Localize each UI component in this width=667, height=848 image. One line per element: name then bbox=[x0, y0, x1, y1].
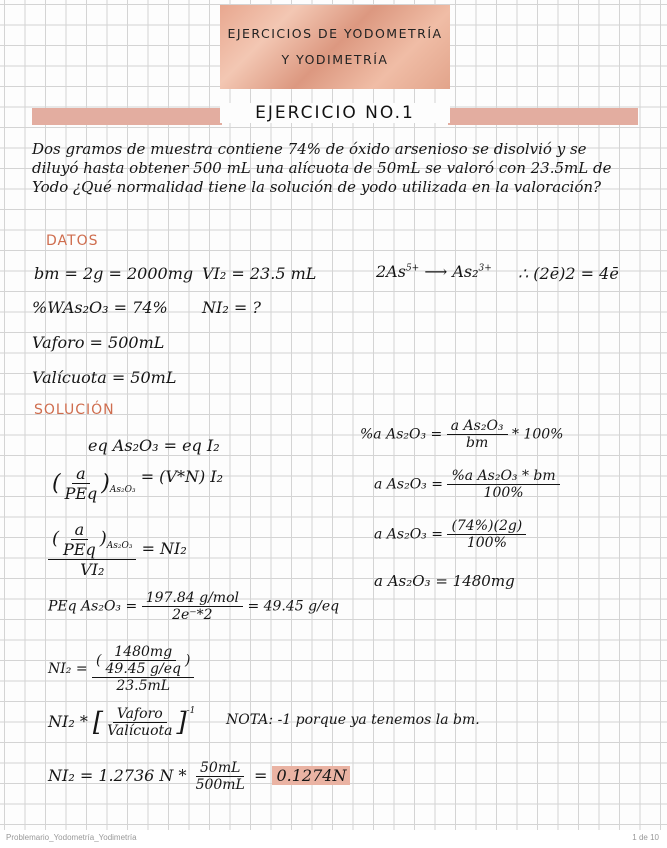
datos-vi2: VI₂ = 23.5 mL bbox=[202, 264, 317, 283]
exercise-title: EJERCICIO NO.1 bbox=[220, 103, 450, 123]
nota: NOTA: -1 porque ya tenemos la bm. bbox=[226, 712, 480, 728]
a1-num: %a As₂O₃ * bm bbox=[447, 468, 559, 485]
final-num: 50mL bbox=[196, 760, 244, 777]
reaction bbox=[376, 262, 492, 281]
title-band-right bbox=[448, 108, 638, 125]
reaction-right: As₂ bbox=[452, 262, 479, 281]
pct-a-num: a As₂O₃ bbox=[447, 418, 508, 435]
a2-equation bbox=[374, 518, 526, 551]
a3-equation: a As₂O₃ = 1480mg bbox=[374, 572, 515, 590]
ni2-factor: NI₂ * bbox=[48, 712, 88, 731]
datos-bm: bm = 2g = 2000mg bbox=[34, 264, 194, 283]
a1-equation bbox=[374, 468, 560, 501]
a2-den: 100% bbox=[466, 535, 507, 551]
reaction-arrow-icon: ⟶ bbox=[424, 262, 448, 281]
reaction-right-charge: 3+ bbox=[478, 263, 492, 274]
footer-bar bbox=[0, 830, 667, 848]
datos-valicuota: Valícuota = 50mL bbox=[32, 368, 177, 387]
ni2-exponent: -1 bbox=[186, 706, 196, 716]
eq-3: ( $\frac{a}{\text{PEq}}$ )$_{As_2O_3}$ VI₂ = NI₂ bbox=[48, 520, 187, 579]
ni2-num2: 49.45 g/eq bbox=[105, 661, 181, 677]
pct-a-den: bm bbox=[466, 435, 489, 451]
footer-page-indicator: 1 de 10 bbox=[632, 833, 659, 842]
solucion-heading: SOLUCIÓN bbox=[34, 402, 115, 418]
datos-heading: DATOS bbox=[46, 233, 99, 249]
reaction-left: 2As bbox=[376, 262, 406, 281]
footer-filename: Problemario_Yodometría_Yodimetría bbox=[6, 833, 137, 842]
ni2-num1: 1480mg bbox=[110, 644, 176, 661]
peq-lhs: PEq As₂O₃ = bbox=[48, 598, 138, 615]
eq3-den: PEq bbox=[63, 540, 96, 559]
a2-num: (74%)(2g) bbox=[447, 518, 526, 535]
eq2-rhs: = (V*N) I₂ bbox=[140, 467, 224, 486]
datos-percent: %WAs₂O₃ = 74% bbox=[32, 298, 168, 317]
ni2-den: 23.5mL bbox=[116, 678, 171, 694]
eq2-den: PEq bbox=[64, 484, 98, 503]
eq2-sub: As₂O₃ bbox=[109, 485, 136, 496]
a2-lhs: a As₂O₃ = bbox=[374, 526, 443, 543]
eq3-sub: As₂O₃ bbox=[106, 541, 133, 552]
reaction-left-charge: 5+ bbox=[405, 263, 420, 274]
final-result: 0.1274N bbox=[272, 766, 350, 785]
problem-statement: Dos gramos de muestra contiene 74% de óxido arsenioso se disolvió y se diluyó hasta obtener 500 mL una alícuota de 50mL se valoró con 23.5mL de Yodo ¿Qué normalidad tiene la solución de yodo utilizada en la valoración? bbox=[32, 140, 612, 196]
datos-vaforo: Vaforo = 500mL bbox=[32, 333, 165, 352]
ni2-equation: NI₂ = ( $\frac{1480mg}{49.45 g/eq}$ ) 23.5mL bbox=[48, 644, 194, 694]
pct-a-rhs: * 100% bbox=[511, 426, 564, 443]
ni2-bracket-equation: NI₂ * [ $\frac{\text{Vaforo}}{\text{Valícuota}}$ ]$^{-1}$ bbox=[48, 706, 196, 739]
eq3-rhs: = NI₂ bbox=[141, 539, 187, 558]
eq-relation: eq As₂O₃ = eq I₂ bbox=[88, 436, 220, 455]
ni2-bracket-den: Valícuota bbox=[107, 723, 173, 739]
peq-den: 2e⁻*2 bbox=[172, 607, 213, 623]
title-line-1: EJERCICIOS DE YODOMETRÍA bbox=[227, 26, 443, 41]
peq-equation bbox=[48, 590, 339, 623]
peq-num: 197.84 g/mol bbox=[142, 590, 243, 607]
title-banner bbox=[220, 5, 450, 89]
a1-lhs: a As₂O₃ = bbox=[374, 476, 443, 493]
final-equation bbox=[48, 760, 350, 793]
ni2-lhs: NI₂ = bbox=[48, 661, 88, 677]
pct-a-equation bbox=[360, 418, 563, 451]
final-den: 500mL bbox=[195, 777, 245, 793]
peq-rhs: = 49.45 g/eq bbox=[247, 598, 340, 615]
title-band-left bbox=[32, 108, 222, 125]
final-equals: = bbox=[253, 766, 268, 785]
final-lhs: NI₂ = 1.2736 N * bbox=[48, 766, 187, 785]
datos-electrons: ∴ (2ē)2 = 4ē bbox=[518, 264, 619, 283]
title-line-2: Y YODIMETRÍA bbox=[281, 52, 389, 67]
eq3-bottom: VI₂ bbox=[80, 560, 105, 579]
eq3-num: a bbox=[71, 520, 89, 540]
ni2-bracket-num: Vaforo bbox=[113, 706, 167, 723]
a1-den: 100% bbox=[483, 485, 524, 501]
eq2-num: a bbox=[72, 464, 90, 484]
eq-2: ( $\frac{a}{\text{PEq}}$ )$_{As_2O_3} = (V*N)$ I₂ bbox=[52, 464, 224, 503]
pct-a-lhs: %a As₂O₃ = bbox=[360, 426, 443, 443]
datos-ni2: NI₂ = ? bbox=[202, 298, 261, 317]
